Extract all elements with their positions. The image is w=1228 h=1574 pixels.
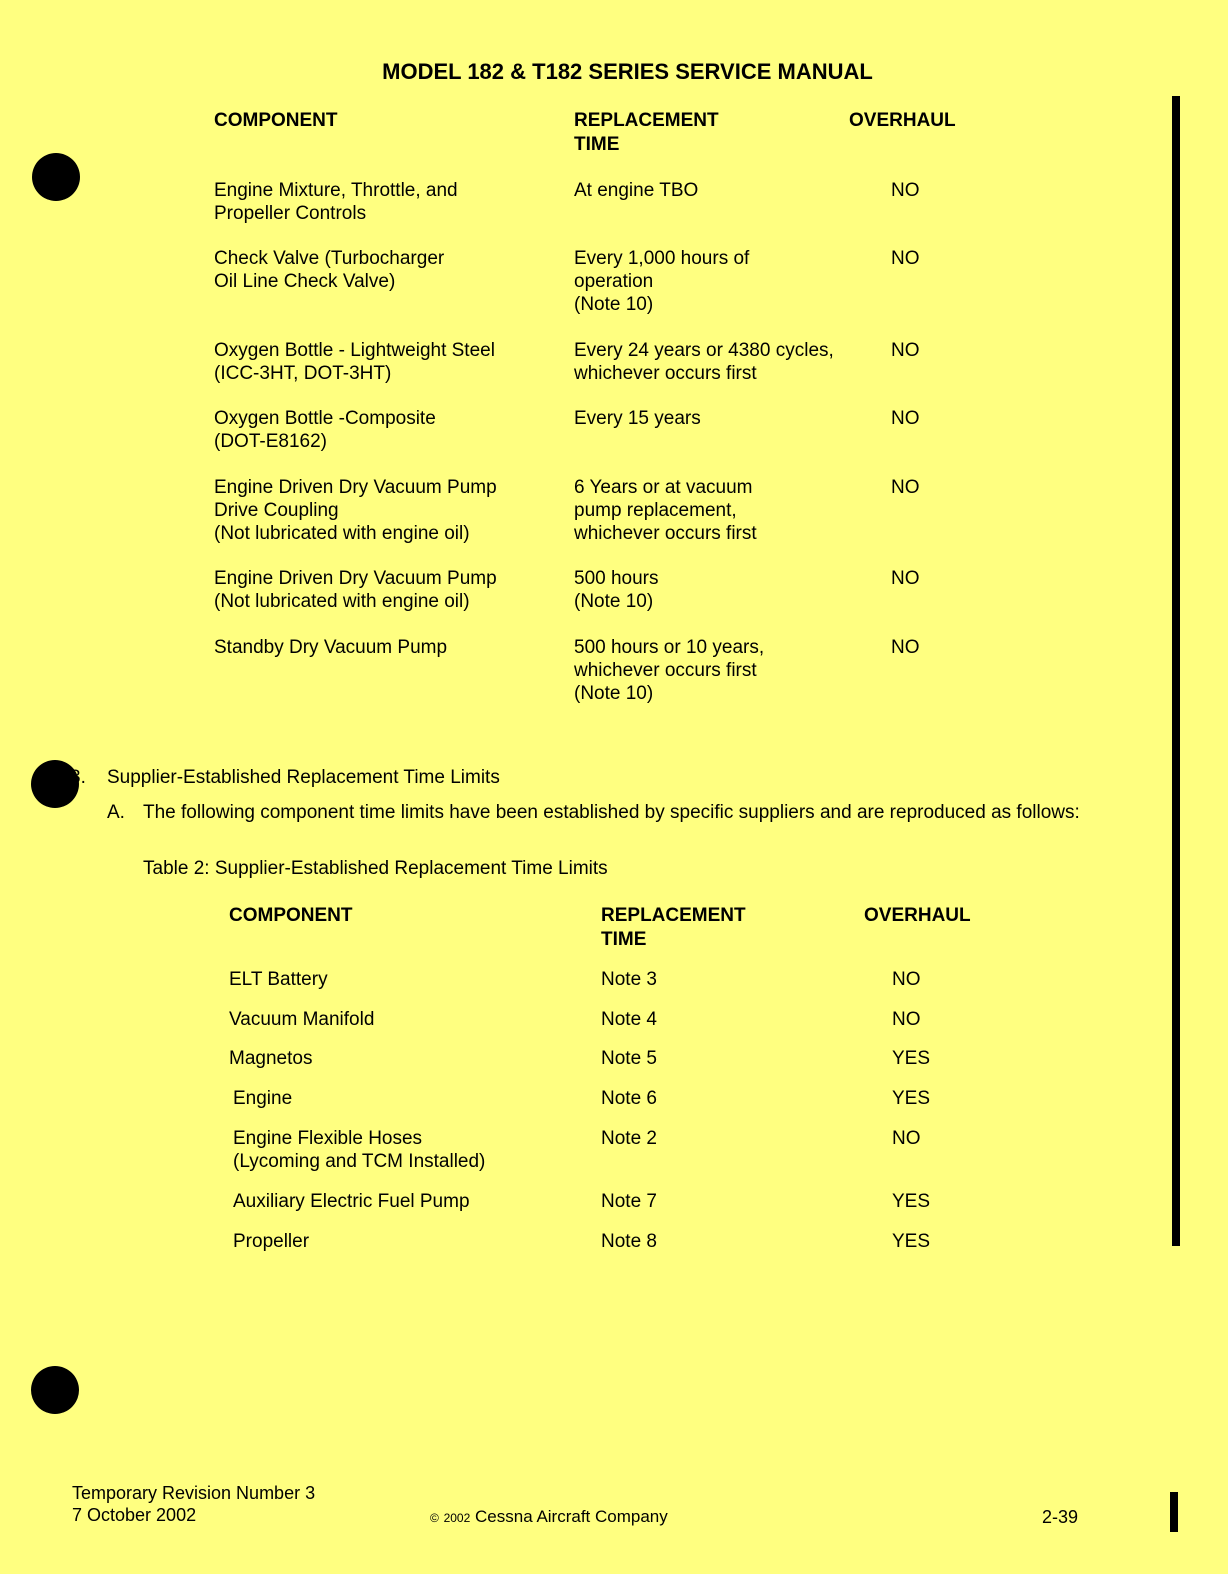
section-number: 3. [70,767,86,788]
component-cell: Standby Dry Vacuum Pump [214,637,448,658]
component-cell: ELT Battery [229,969,328,990]
replacement-time-cell: Note 2 [601,1128,657,1149]
replacement-time-cell: Every 24 years or 4380 cycles, whichever occurs first [574,340,834,384]
item-text: The following component time limits have been established by specific suppliers and are reproduced as follows: [143,802,1080,823]
overhaul-cell: YES [892,1231,931,1252]
replacement-time-cell: Note 8 [601,1231,657,1252]
overhaul-cell: NO [891,637,920,658]
copyright-icon: © [430,1511,439,1525]
revision-date: 7 October 2002 [72,1505,197,1525]
overhaul-cell: NO [891,340,920,361]
copyright-notice [430,1507,668,1527]
replacement-time-cell: Every 1,000 hours of operation (Note 10) [574,248,750,315]
overhaul-cell: NO [891,477,920,498]
column-header-overhaul: OVERHAUL [864,905,971,926]
replacement-time-cell: Note 7 [601,1191,657,1212]
component-cell: Oxygen Bottle -Composite (DOT-E8162) [214,408,436,452]
column-header-overhaul: OVERHAUL [849,110,956,131]
component-cell: Magnetos [229,1048,313,1069]
component-cell: Engine Flexible Hoses (Lycoming and TCM Installed) [233,1128,486,1172]
revision-change-bar [1172,96,1180,1246]
overhaul-cell: YES [892,1088,931,1109]
replacement-time-cell: Every 15 years [574,408,701,429]
replacement-time-cell: At engine TBO [574,180,699,201]
column-header-component: COMPONENT [214,110,338,131]
revision-label: Temporary Revision Number 3 [72,1483,316,1503]
component-cell: Oxygen Bottle - Lightweight Steel (ICC-3HT, DOT-3HT) [214,340,495,384]
punch-hole-top [32,153,80,201]
revision-change-bar-footer [1170,1492,1178,1532]
overhaul-cell: NO [892,969,921,990]
replacement-time-cell: 500 hours (Note 10) [574,568,659,612]
overhaul-cell: NO [891,248,920,269]
overhaul-cell: NO [891,180,920,201]
component-cell: Check Valve (Turbocharger Oil Line Check Valve) [214,248,445,292]
table-caption: Table 2: Supplier-Established Replacement Time Limits [143,858,608,879]
overhaul-cell: NO [892,1128,921,1149]
column-header-component: COMPONENT [229,905,353,926]
page-title: MODEL 182 & T182 SERIES SERVICE MANUAL [382,59,873,84]
page-number: 2-39 [1042,1507,1079,1527]
replacement-time-cell: 500 hours or 10 years, whichever occurs first (Note 10) [574,637,765,704]
replacement-time-cell: Note 4 [601,1009,657,1030]
column-header-replacement-time: REPLACEMENT TIME [574,110,719,155]
copyright-holder: Cessna Aircraft Company [475,1507,668,1526]
component-cell: Auxiliary Electric Fuel Pump [233,1191,470,1212]
overhaul-cell: YES [892,1048,931,1069]
punch-hole-bottom [31,1366,79,1414]
component-cell: Engine Mixture, Throttle, and Propeller Controls [214,180,458,224]
component-cell: Engine Driven Dry Vacuum Pump Drive Coupling (Not lubricated with engine oil) [214,477,497,544]
copyright-year: 2002 [443,1511,471,1525]
replacement-time-cell: Note 6 [601,1088,657,1109]
overhaul-cell: NO [892,1009,921,1030]
item-letter: A. [107,802,125,823]
section-heading: Supplier-Established Replacement Time Limits [107,767,500,788]
component-cell: Propeller [233,1231,310,1252]
component-cell: Vacuum Manifold [229,1009,375,1030]
replacement-time-cell: 6 Years or at vacuum pump replacement, whichever occurs first [574,477,757,544]
column-header-replacement-time: REPLACEMENT TIME [601,905,746,950]
overhaul-cell: NO [891,408,920,429]
overhaul-cell: NO [891,568,920,589]
replacement-time-cell: Note 5 [601,1048,657,1069]
component-cell: Engine Driven Dry Vacuum Pump (Not lubricated with engine oil) [214,568,497,612]
component-cell: Engine [233,1088,293,1109]
overhaul-cell: YES [892,1191,931,1212]
replacement-time-cell: Note 3 [601,969,657,990]
